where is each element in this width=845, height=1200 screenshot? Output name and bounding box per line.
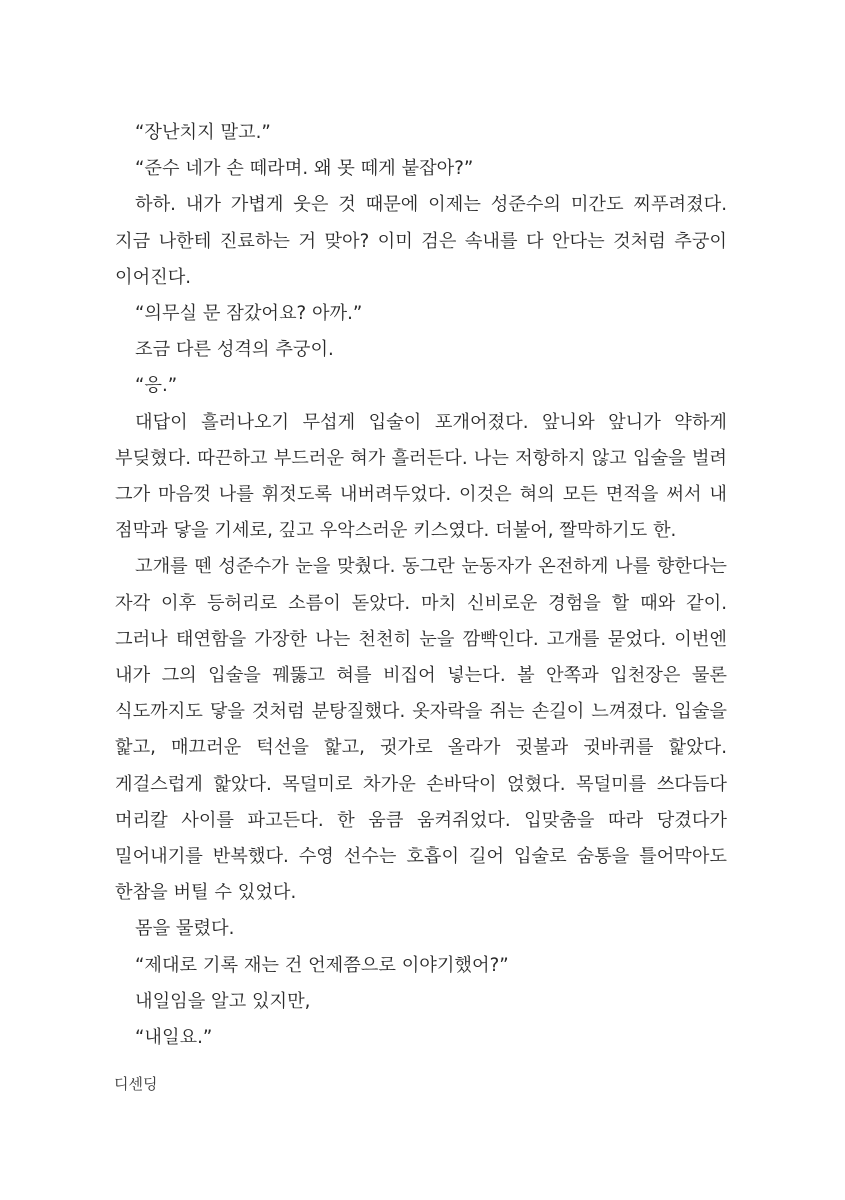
paragraph: “준수 네가 손 떼라며. 왜 못 떼게 붙잡아?” <box>135 158 474 180</box>
paragraph: “제대로 기록 재는 건 언제쯤으로 이야기했어?” <box>135 954 509 976</box>
paragraph: “의무실 문 잠갔어요? 아까.” <box>135 303 363 325</box>
paragraph: 고개를 뗀 성준수가 눈을 맞췄다. 동그란 눈동자가 온전하게 나를 향한다는 자각 이후 등허리로 소름이 돋았다. 마치 신비로운 경험을 할 때와 같이. 그러나 태연함을 가장한 나는 천천히 눈을 깜빡인다. 고개를 묻었다. 이번엔 내가 그의 입술을 꿰뚫고 혀를 비집어 넣는다. 볼 안쪽과 입천장은 물론 식도까지도 닿을 것처럼 분탕질했다. 옷자락을 쥐는 손길이 느껴졌다. 입술을 핥고, 매끄러운 턱선을 핥고, 귓가로 올라가 귓불과 귓바퀴를 핥았다. 게걸스럽게 핥았다. 목덜미로 차가운 손바닥이 얹혔다. 목덜미를 쓰다듬다 머리칼 사이를 파고든다. 한 움큼 움켜쥐었다. 입맞춤을 따라 당겼다가 밀어내기를 반복했다. 수영 선수는 호흡이 길어 입술로 숨통을 틀어막아도 한참을 버틸 수 있었다. <box>115 556 727 904</box>
paragraph: 대답이 흘러나오기 무섭게 입술이 포개어졌다. 앞니와 앞니가 약하게 부딪혔다. 따끈하고 부드러운 혀가 흘러든다. 나는 저항하지 않고 입술을 벌려 그가 마음껏 나를 휘젓도록 내버려두었다. 이것은 혀의 모든 면적을 써서 내 점막과 닿을 기세로, 깊고 우악스러운 키스였다. 더불어, 짤막하기도 한. <box>115 411 727 542</box>
paragraph: 하하. 내가 가볍게 웃은 것 때문에 이제는 성준수의 미간도 찌푸려졌다. 지금 나한테 진료하는 거 맞아? 이미 검은 속내를 다 안다는 것처럼 추궁이 이어진다. <box>115 194 727 288</box>
paragraph: “장난치지 말고.” <box>135 122 271 143</box>
paragraph: “내일요.” <box>135 1027 213 1049</box>
paragraph: 몸을 물렸다. <box>135 918 235 940</box>
page-footer-author: 디센딩 <box>114 1075 158 1093</box>
paragraph: “응.” <box>135 375 178 397</box>
body-text <box>115 115 727 1056</box>
paragraph: 조금 다른 성격의 추궁이. <box>135 339 334 361</box>
paragraph: 내일임을 알고 있지만, <box>135 990 311 1012</box>
